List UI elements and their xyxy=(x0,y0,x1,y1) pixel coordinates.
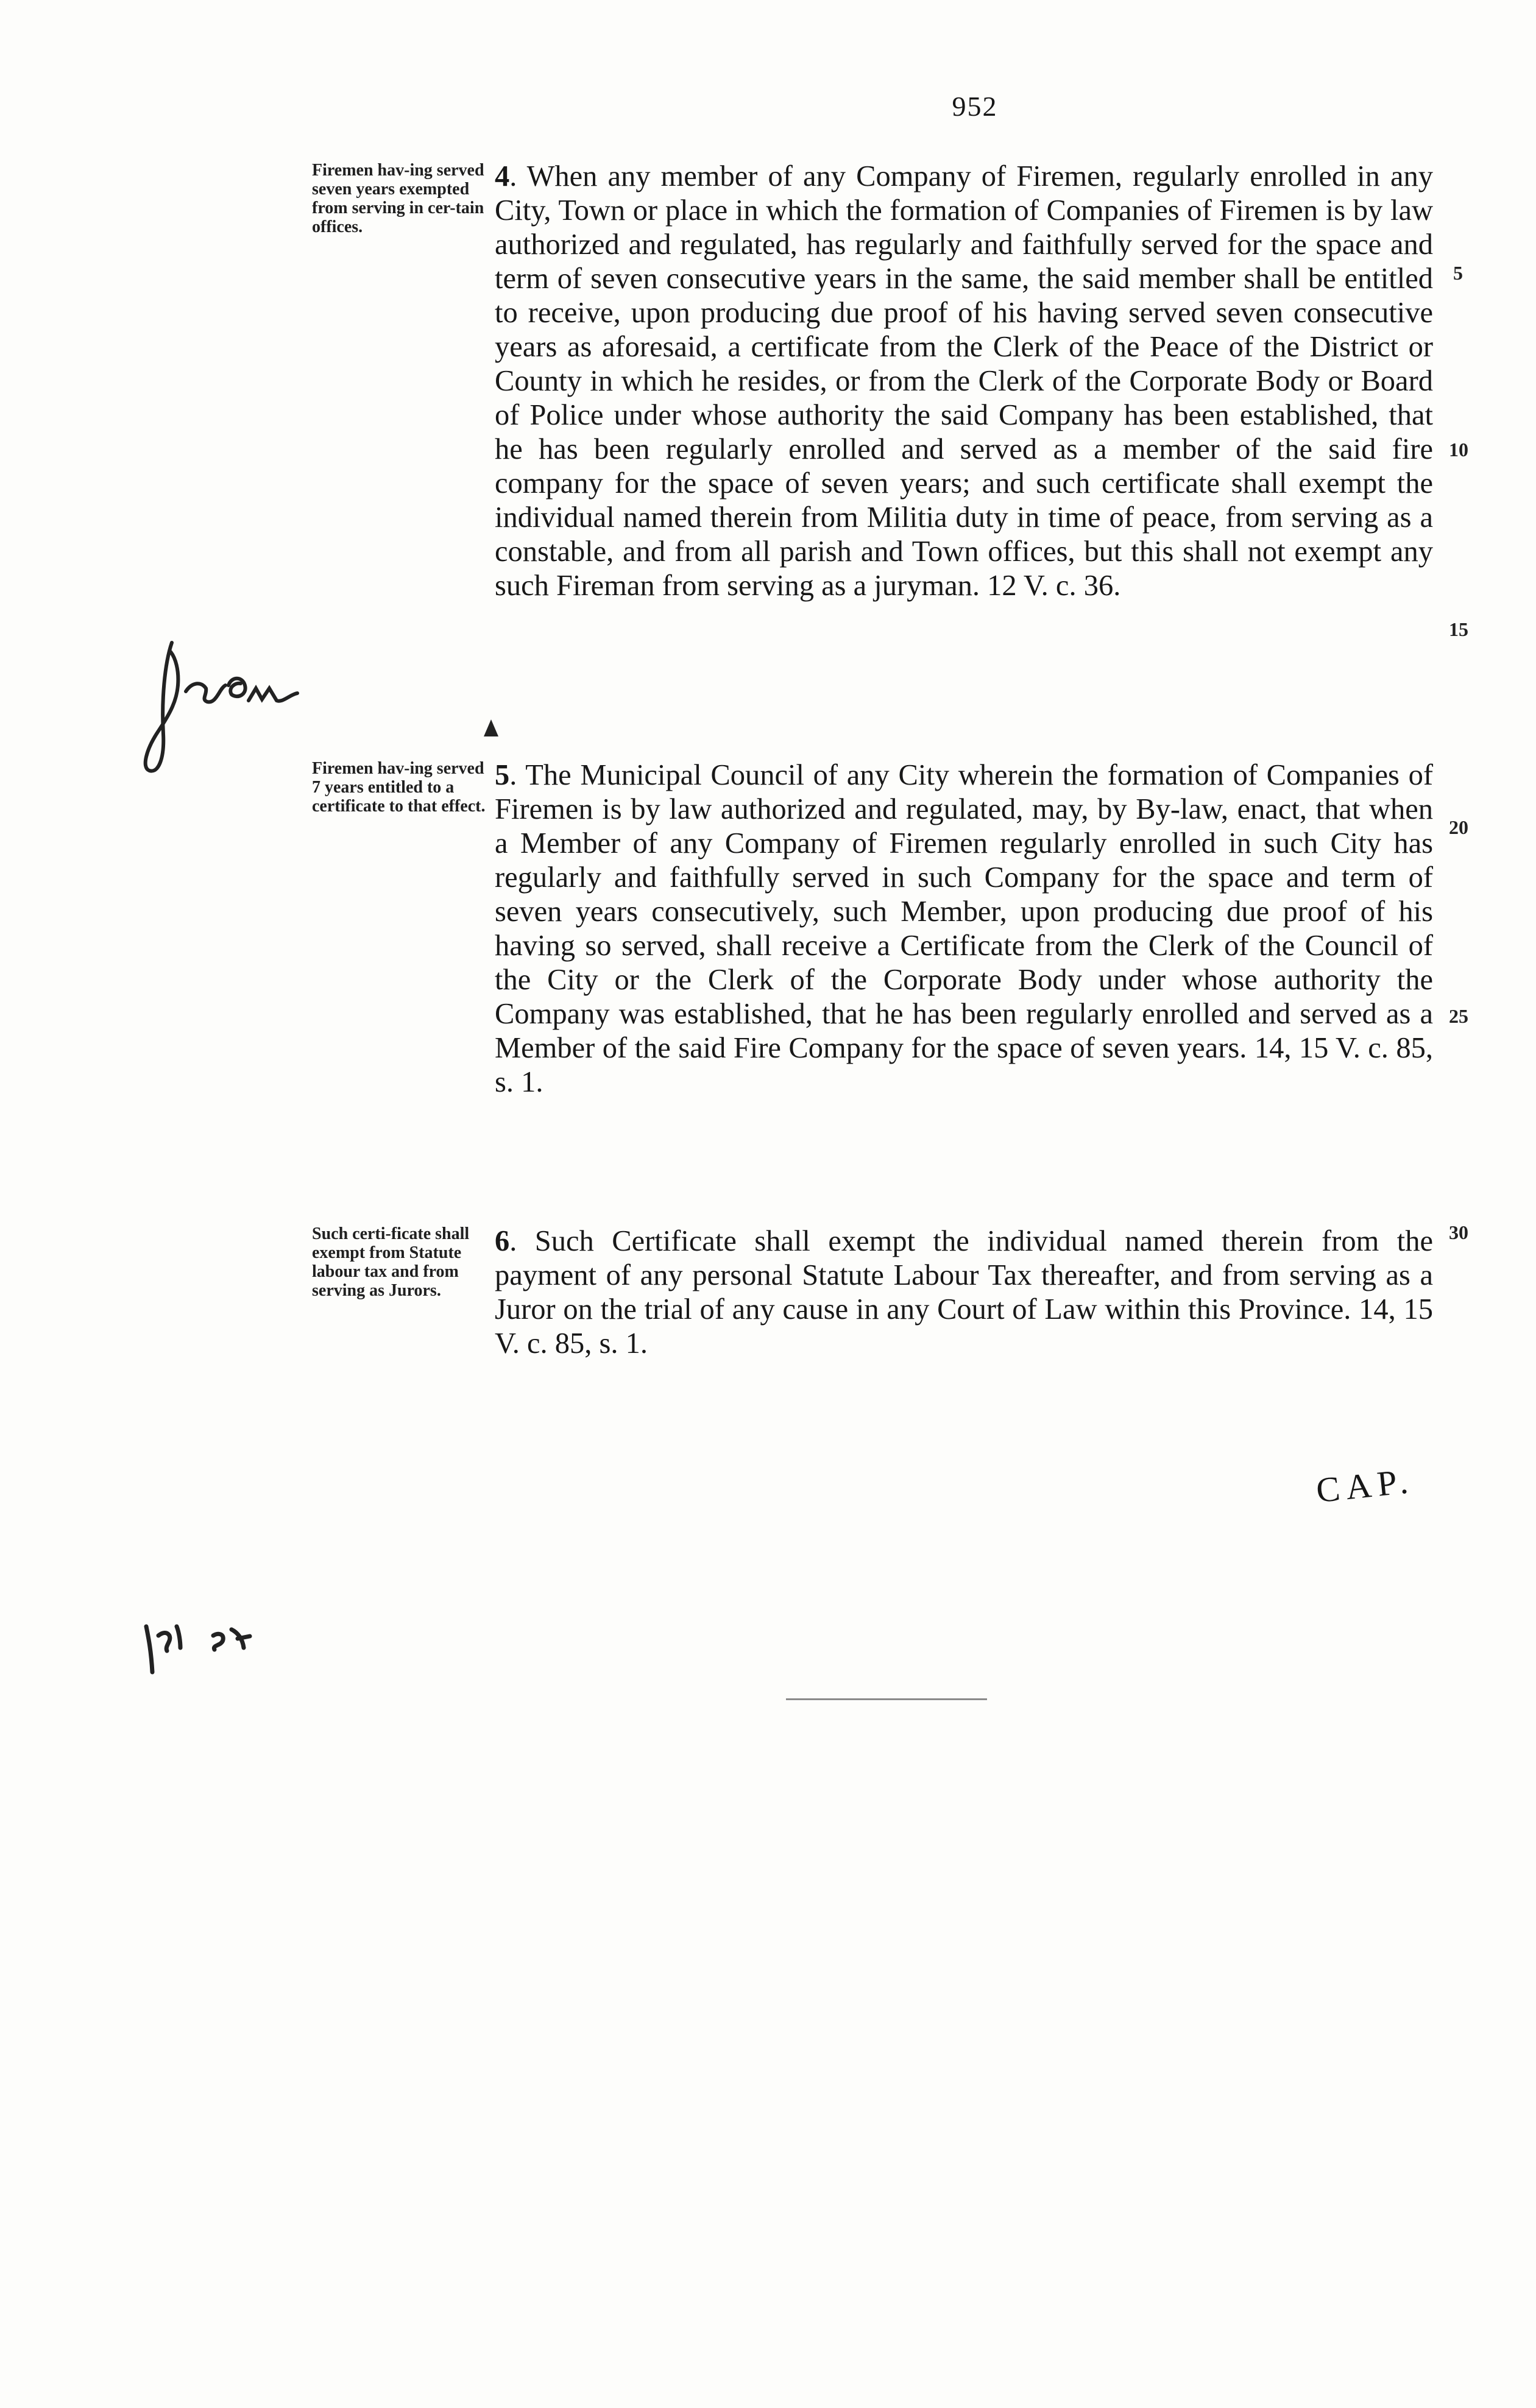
section-text: Such Certificate shall exempt the individual named therein from the payment of any personal Statute Labour Tax thereafter, and from serving as a Juror on the trial of any cause in any Court of Law within this Province. xyxy=(495,1225,1433,1326)
handwritten-numeral-mark xyxy=(140,1614,274,1687)
line-number-5: 5 xyxy=(1453,262,1463,284)
section-text: When any member of any Company of Firemen, regularly enrolled in any City, Town or place in which the formation of Companies of Firemen is by law authorized and regulated, has regularly and faithfully served for the space and term of seven consecutive years in the same, the said member shall be entitled to receive, upon producing due proof of his having served seven consecutive years as aforesaid, a certificate from the Clerk of the Peace of the District or County in which he resides, or from the Clerk of the Corporate Body or Board of Police under whose authority the said Company has been established, that he has been regularly enrolled and served as a member of the said fire company for the space of seven years; and such certificate shall exempt the individual named therein from Militia duty in time of peace, from serving as a constable, and from all parish and Town offices, but this shall not exempt any such Fireman from serving as a juryman. xyxy=(495,160,1434,602)
sidenote-section-6: Such certi-ficate shall exempt from Statute labour tax and from serving as Jurors. xyxy=(312,1224,470,1300)
section-text: The Municipal Council of any City wherein the formation of Companies of Firemen is by law authorized and regulated, may, by By-law, enact, that when a Member of any Company of Firemen regularly enrolled in such City has regularly and faithfully served in such Company for the space and term of seven years consecutively, such Member, upon producing due proof of his having so served, shall receive a Certificate from the Clerk of the Council of the City or the Clerk of the Corporate Body under whose authority the Company was established, that he has been regularly enrolled and served as a Member of the said Fire Company for the space of seven years. xyxy=(495,759,1434,1064)
insertion-caret-mark xyxy=(480,716,504,740)
catchword: CAP. xyxy=(1314,1460,1416,1511)
section-5: 5. The Municipal Council of any City wherein the formation of Companies of Firemen is by law authorized and regulated, may, by By-law, enact, that when a Member of any Company of Firemen regularly enrolled in such City has regularly and faithfully served in such Company for the space and term of seven years consecutively, such Member, upon producing due proof of his having so served, shall receive a Certificate from the Clerk of the Council of the City or the Clerk of the Corporate Body under whose authority the Company was established, that he has been regularly enrolled and served as a Member of the said Fire Company for the space of seven years. 14, 15 V. c. 85, s. 1. xyxy=(495,759,1434,1098)
line-number-30: 30 xyxy=(1449,1221,1468,1243)
line-number-10: 10 xyxy=(1449,439,1468,461)
sidenote-section-5: Firemen hav-ing served 7 years entitled to a certificate to that effect. xyxy=(312,759,486,816)
sidenote-section-4: Firemen hav-ing served seven years exempted from serving in cer-tain offices. xyxy=(312,161,484,236)
section-number: 6 xyxy=(495,1225,510,1257)
section-citation: 12 V. c. 36. xyxy=(987,570,1121,602)
line-number-20: 20 xyxy=(1449,816,1468,838)
section-6: 6. Such Certificate shall exempt the individual named therein from the payment of any personal Statute Labour Tax thereafter, and from serving as a Juror on the trial of any cause in any Court of Law within this Province. 14, 15 V. c. 85, s. 1. xyxy=(495,1225,1434,1360)
section-number: 4 xyxy=(495,160,510,192)
section-number: 5 xyxy=(495,759,510,791)
section-citation: 14, 15 V. c. 85, s. 1. xyxy=(495,1032,1433,1098)
section-4: 4. When any member of any Company of Firemen, regularly enrolled in any City, Town or place in which the formation of Companies of Firemen is by law authorized and regulated, has regularly and faithfully served for the space and term of seven consecutive years in the same, the said member shall be entitled to receive, upon producing due proof of his having served seven consecutive years as aforesaid, a certificate from the Clerk of the Peace of the District or County in which he resides, or from the Clerk of the Corporate Body or Board of Police under whose authority the said Company has been established, that he has been regularly enrolled and served as a member of the said fire company for the space of seven years; and such certificate shall exempt the individual named therein from Militia duty in time of peace, from serving as a constable, and from all parish and Town offices, but this shall not exempt any such Fireman from serving as a juryman. 12 V. c. 36. xyxy=(495,160,1434,602)
line-number-25: 25 xyxy=(1449,1005,1468,1027)
separator-rule xyxy=(786,1698,987,1700)
handwritten-from-annotation xyxy=(134,627,329,786)
line-number-15: 15 xyxy=(1449,618,1468,640)
section-citation: 14, 15 V. c. 85, s. 1. xyxy=(495,1293,1434,1360)
page-number: 952 xyxy=(952,91,998,122)
